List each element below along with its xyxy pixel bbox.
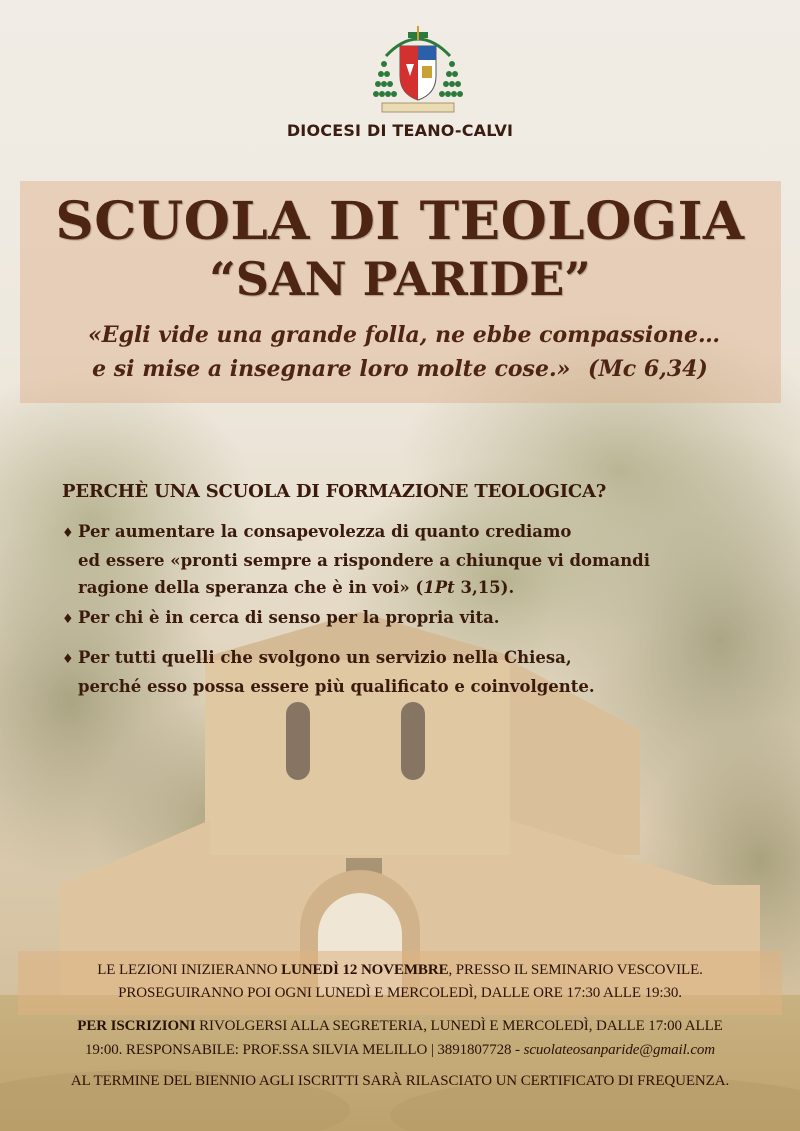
gospel-quote-reference: (Mc 6,34) — [588, 356, 708, 382]
school-subtitle: “SAN PARIDE” — [209, 252, 591, 306]
registration-label: PER ISCRIZIONI — [77, 1018, 196, 1034]
diamond-bullet-icon: ♦ — [62, 652, 74, 667]
gospel-quote-line-2 — [0, 356, 800, 382]
info-text: RIVOLGERSI ALLA SEGRETERIA, LUNEDÌ E MERCOLEDÌ, DALLE 17:00 ALLE — [195, 1018, 723, 1034]
diamond-bullet-icon: ♦ — [62, 612, 74, 627]
school-title: SCUOLA DI TEOLOGIA — [55, 191, 745, 252]
gospel-quote-text: e si mise a insegnare loro molte cose.» — [92, 356, 571, 382]
reason-item — [62, 644, 762, 700]
info-text: , PRESSO IL SEMINARIO VESCOVILE. — [448, 962, 703, 978]
registration-line — [12, 1018, 788, 1035]
diamond-bullet-icon: ♦ — [62, 526, 74, 541]
info-text: LE LEZIONI INIZIERANNO — [97, 962, 282, 978]
start-date: LUNEDÌ 12 NOVEMBRE — [281, 962, 449, 978]
reason-text: ragione della speranza che è in voi» ( — [78, 578, 424, 597]
start-date-line — [0, 962, 800, 979]
reason-text: perché esso possa essere più qualificato e coinvolgente. — [78, 677, 595, 696]
section-heading: PERCHÈ UNA SCUOLA DI FORMAZIONE TEOLOGICA? — [62, 481, 607, 502]
gospel-quote-line-1: «Egli vide una grande folla, ne ebbe compassione… — [88, 322, 720, 348]
reason-text: Per chi è in cerca di senso per la propria vita. — [78, 608, 500, 627]
reason-item — [62, 604, 762, 633]
diocese-name: DIOCESI DI TEANO-CALVI — [286, 121, 514, 140]
reason-text: Per aumentare la consapevolezza di quanto crediamo — [78, 522, 572, 541]
info-text: 19:00. RESPONSABILE: PROF.SSA SILVIA MELILLO | 3891807728 - — [84, 1042, 524, 1058]
reason-text: 3,15). — [454, 578, 515, 597]
reason-item — [62, 518, 762, 601]
bishop-coat-of-arms-icon — [372, 24, 464, 114]
info-panel — [18, 951, 782, 1015]
schedule-line: PROSEGUIRANNO POI OGNI LUNEDÌ E MERCOLEDÌ, DALLE ORE 17:30 ALLE 19:30. — [118, 985, 682, 1001]
contact-email: scuolateosanparide@gmail.com — [523, 1042, 716, 1058]
reason-text: ed essere «pronti sempre a rispondere a chiunque vi domandi — [78, 551, 650, 570]
contact-line — [12, 1042, 788, 1059]
bible-reference: 1Pt — [423, 578, 455, 597]
reason-text: Per tutti quelli che svolgono un servizio nella Chiesa, — [78, 648, 572, 667]
certificate-note: AL TERMINE DEL BIENNIO AGLI ISCRITTI SARÀ RILASCIATO UN CERTIFICATO DI FREQUENZA. — [70, 1073, 730, 1089]
